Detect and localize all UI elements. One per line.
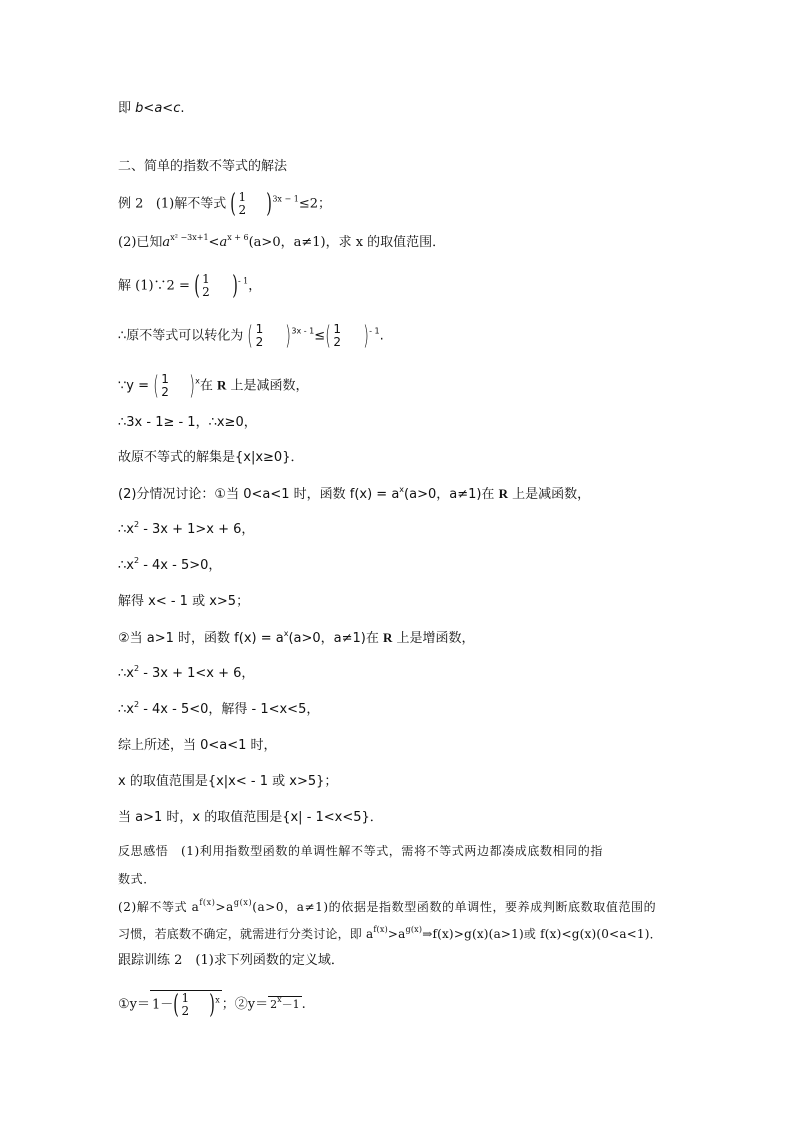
text: (a>0，a≠1)在 [404, 487, 499, 502]
numerator: 1 [255, 322, 264, 336]
paren: ( [247, 321, 254, 351]
line-conclusion [118, 101, 184, 117]
example-2-part-1 [118, 190, 331, 218]
text: 2 [270, 998, 278, 1011]
solution-line-1 [118, 272, 261, 300]
paren: ( [194, 271, 200, 301]
fraction [238, 191, 248, 217]
text: (2)分情况讨论：①当 0<a<1 时，函数 f(x) = a [118, 487, 400, 502]
numerator: 1 [181, 991, 190, 1005]
reals-symbol: R [383, 630, 393, 645]
var: b [135, 101, 144, 116]
denominator: 2 [202, 285, 210, 299]
exponent: 2 [133, 556, 140, 565]
reflection-line-4 [118, 926, 662, 942]
text: ∴原不等式可以转化为 [118, 328, 244, 344]
text: ∴x [118, 522, 134, 537]
text: 上是减函数， [507, 487, 591, 502]
exponent: 2 [133, 700, 140, 709]
solution-line-13: 综上所述，当 0<a<1 时， [118, 738, 277, 753]
text: (1)解不等式 [155, 196, 227, 212]
fraction [180, 992, 190, 1018]
exponent: x [283, 629, 289, 638]
text: ⇒f(x)>g(x)(a>1)或 f(x)<g(x)(0<a<1)． [422, 927, 662, 941]
var: a [162, 235, 171, 250]
text: ∴x [118, 666, 134, 681]
square-root [150, 990, 222, 1019]
solution-line-9: 解得 x< - 1 或 x>5； [118, 594, 250, 609]
text: 在 [199, 378, 217, 394]
paren: ) [232, 271, 238, 301]
fraction [332, 323, 342, 349]
denominator: 2 [161, 385, 169, 399]
text: ∵y = [118, 378, 149, 394]
text: >a [387, 927, 406, 941]
text: < [143, 101, 155, 116]
text: - 3x + 1>x + 6， [139, 522, 255, 537]
numerator: 1 [238, 190, 247, 204]
denominator: 2 [238, 203, 247, 217]
reals-symbol: R [216, 377, 227, 393]
solution-line-4: ∴3x - 1≥ - 1，∴x≥0， [118, 415, 257, 430]
square-root [268, 996, 302, 1013]
solution-line-14: x 的取值范围是{x|x< - 1 或 x>5}； [118, 774, 338, 789]
exponent: - 1 [237, 276, 249, 286]
text: ②当 a>1 时，函数 f(x) = a [118, 631, 284, 646]
solution-line-12 [118, 702, 319, 718]
exponent: x [215, 995, 220, 1005]
exponent: f(x) [199, 898, 216, 907]
text: (2)已知 [118, 235, 163, 250]
exponent: 2 [133, 664, 140, 673]
exponent: f(x) [373, 925, 388, 934]
example-2-part-2 [118, 235, 445, 251]
text: - 3x + 1<x + 6， [139, 666, 255, 681]
text: < [208, 235, 220, 250]
paren: ) [189, 371, 195, 401]
paren: ) [363, 321, 369, 351]
section-title: 二、简单的指数不等式的解法 [118, 159, 288, 174]
var: a [219, 235, 228, 250]
exponent: x + 6 [227, 233, 249, 242]
numerator: 1 [333, 322, 341, 336]
text: 上是减函数， [226, 378, 309, 394]
exponent: g(x) [405, 925, 423, 934]
text: (a>0，a≠1)在 [288, 631, 383, 646]
paren: ) [209, 990, 215, 1020]
fraction [201, 273, 211, 299]
text: －1 [281, 998, 300, 1011]
solution-line-11 [118, 666, 254, 682]
reflection-line-3 [118, 899, 656, 915]
exponent: x [399, 485, 405, 494]
exponent: g(x) [233, 898, 253, 907]
solution-line-10 [118, 630, 475, 647]
solution-line-6 [118, 486, 590, 503]
example-label: 例 2 [118, 196, 144, 212]
text: (2)解不等式 a [118, 900, 200, 914]
exponent: x² −3x+1 [170, 233, 209, 242]
paren: ) [285, 321, 292, 351]
fraction [160, 373, 170, 399]
exponent: x [195, 376, 200, 386]
var: a [154, 101, 163, 116]
text: ∴x [118, 702, 134, 717]
paren: ( [173, 990, 180, 1020]
denominator: 2 [333, 335, 341, 349]
text: (a>0，a≠1)的依据是指数型函数的单调性，要养成判断底数取值范围的 [252, 900, 657, 914]
exponent: 2 [133, 520, 140, 529]
solution-line-15: 当 a>1 时，x 的取值范围是{x| - 1<x<5}． [118, 810, 383, 825]
denominator: 2 [255, 335, 264, 349]
exponent: 3x − 1 [272, 194, 299, 204]
solution-line-5: 故原不等式的解集是{x|x≥0}． [118, 450, 304, 465]
exponent: x [277, 995, 282, 1004]
exponent: - 1 [369, 326, 380, 336]
exponent: 3x - 1 [291, 326, 315, 336]
text: (a>0，a≠1)，求 x 的取值范围． [248, 235, 446, 250]
numerator: 1 [161, 372, 169, 386]
text: . [379, 328, 384, 344]
text: 即 [118, 101, 136, 116]
var: c [173, 101, 181, 116]
text: ， [248, 278, 262, 294]
paren: ( [230, 189, 237, 219]
paren: ( [325, 321, 332, 351]
text: 解 (1)∵2 = [118, 278, 190, 294]
solution-line-2 [118, 322, 384, 350]
text: >a [215, 900, 234, 914]
numerator: 1 [202, 272, 210, 286]
paren: ( [153, 371, 160, 401]
reflection-line-2: 数式． [118, 872, 156, 886]
text: . [301, 997, 306, 1012]
fraction [255, 323, 265, 349]
text: - 4x - 5>0， [139, 558, 222, 573]
paren: ) [266, 189, 273, 219]
solution-line-7 [118, 522, 254, 538]
solution-line-8 [118, 558, 221, 574]
reals-symbol: R [498, 486, 508, 501]
training-functions [118, 990, 306, 1019]
text: - 4x - 5<0，解得 - 1<x<5， [139, 702, 320, 717]
text: < [162, 101, 174, 116]
reflection-line-1: 反思感悟 (1)利用指数型函数的单调性解不等式，需将不等式两边都凑成底数相同的指 [118, 844, 604, 858]
training-heading: 跟踪训练 2 (1)求下列函数的定义域． [118, 953, 344, 968]
text: ①y＝ [118, 997, 150, 1012]
text: 习惯，若底数不确定，就需进行分类讨论，即 a [118, 927, 374, 941]
solution-line-3 [118, 372, 309, 400]
text: ；②y＝ [221, 997, 269, 1012]
text: . [180, 101, 185, 116]
text: ≤ [314, 328, 326, 344]
text: ∴x [118, 558, 134, 573]
text: 1－ [152, 997, 174, 1013]
text: ≤2； [298, 196, 331, 212]
text: 上是增函数， [392, 631, 475, 646]
denominator: 2 [181, 1004, 190, 1018]
